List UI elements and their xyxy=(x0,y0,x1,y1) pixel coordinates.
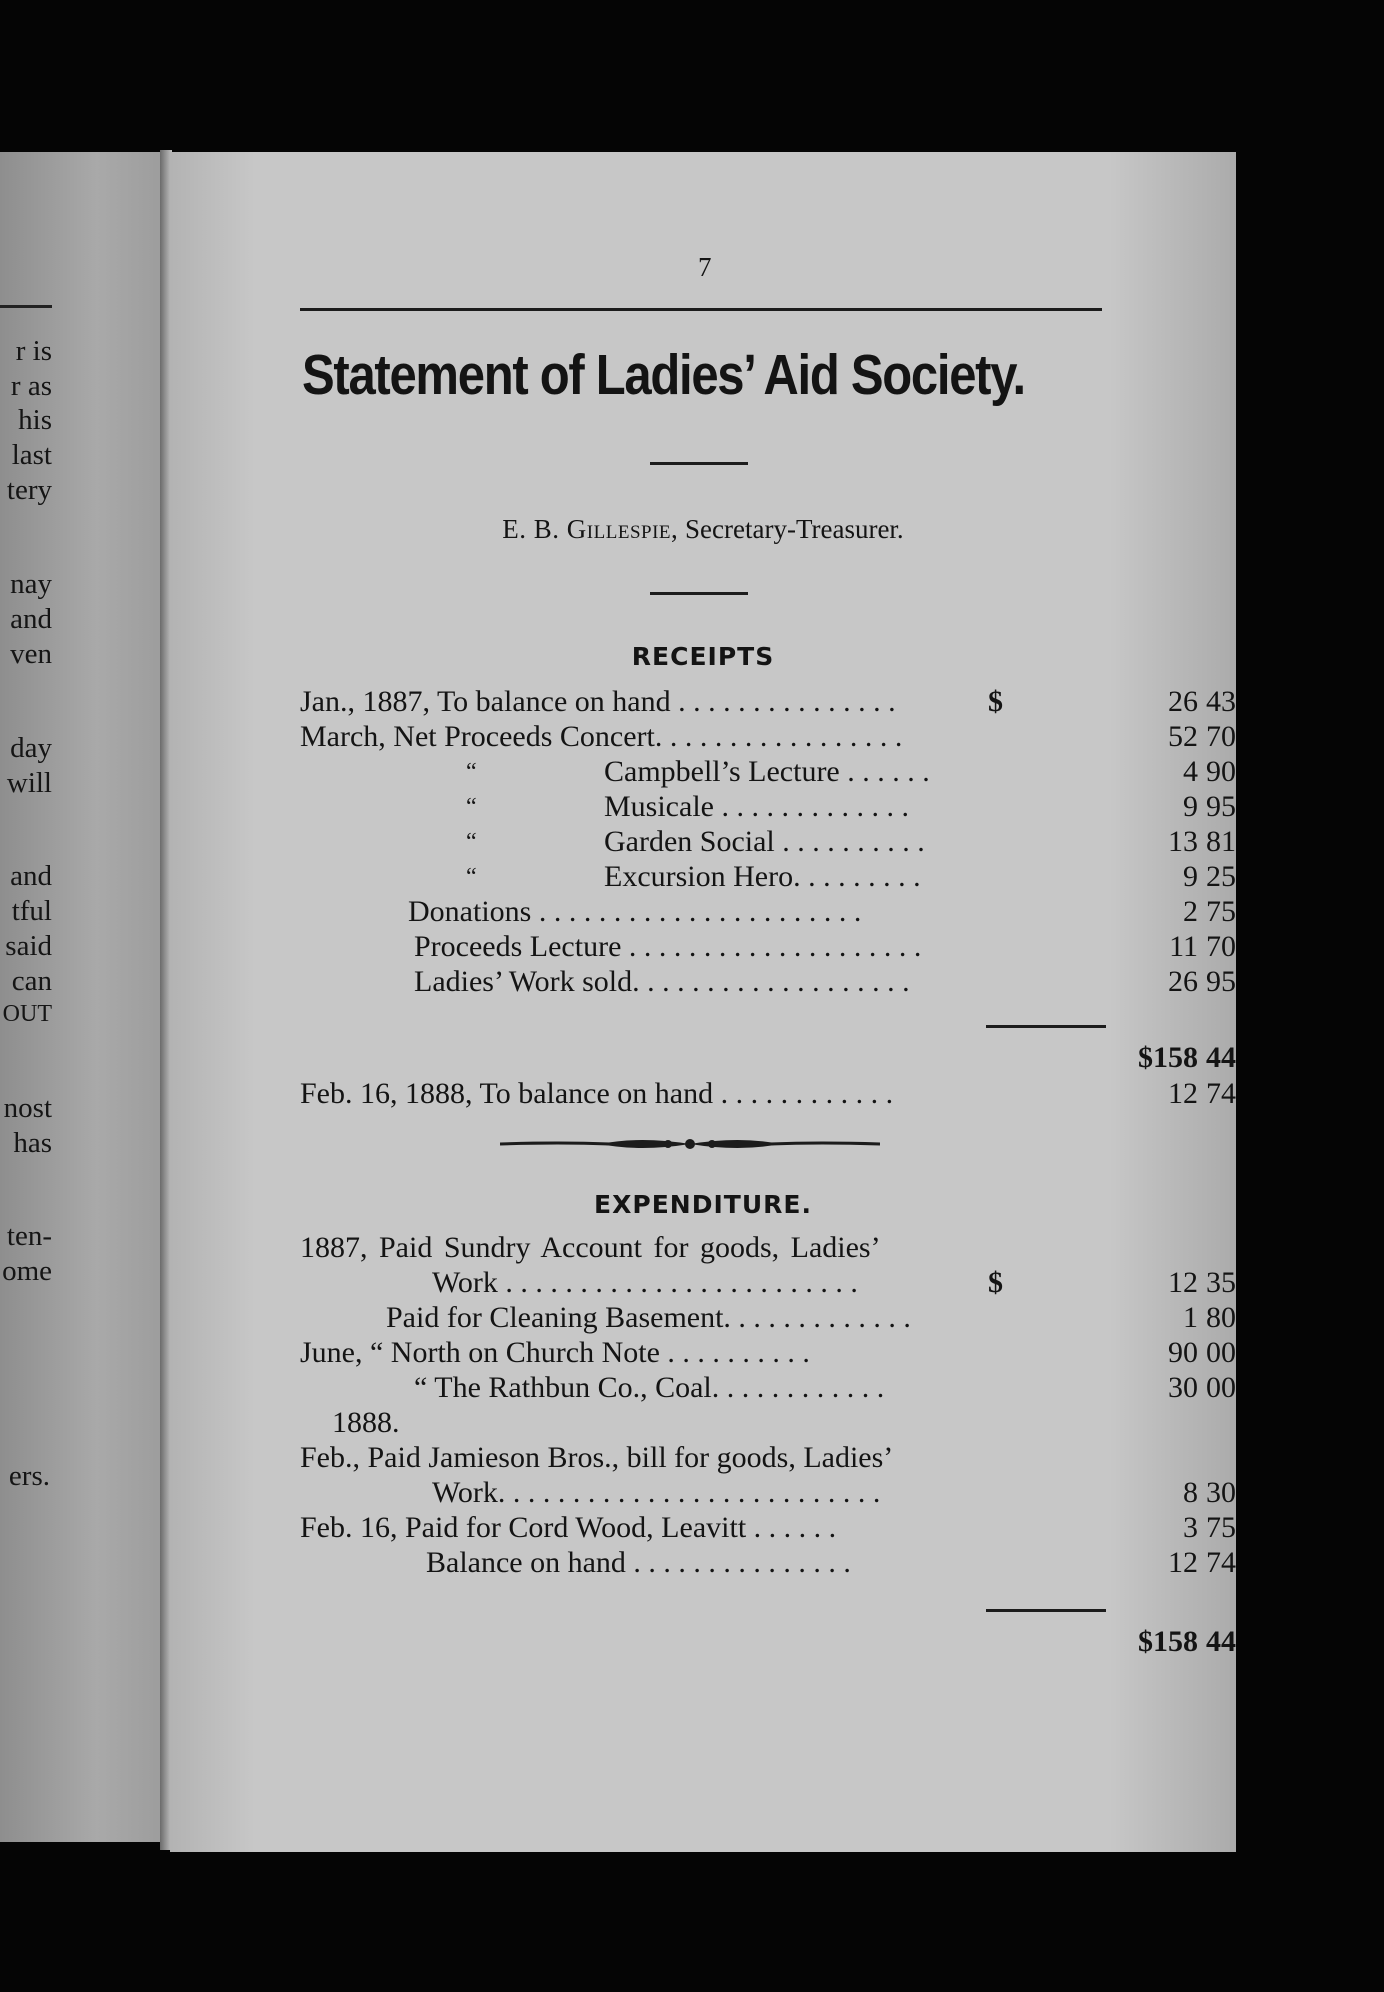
expenditure-row: Paid for Cleaning Basement. . . . . . . . . . . . . 1 80 xyxy=(386,1301,1236,1334)
expenditure-row: Feb. 16, Paid for Cord Wood, Leavitt . . . . . . 3 75 xyxy=(300,1511,1236,1544)
left-fragment: has xyxy=(13,1127,52,1159)
secretary-role: Secretary-Treasurer. xyxy=(685,514,904,544)
secretary-divider xyxy=(650,592,748,595)
left-fragment: r as xyxy=(10,370,52,402)
left-fragment: last xyxy=(11,439,52,471)
expenditure-row: 1888. xyxy=(332,1406,400,1439)
left-page-rule xyxy=(0,305,52,308)
left-fragment: ome xyxy=(2,1255,52,1287)
expenditure-heading: EXPENDITURE. xyxy=(594,1190,812,1219)
section-ornament xyxy=(500,1132,880,1156)
receipt-row: “ Excursion Hero. . . . . . . . . 9 25 xyxy=(466,860,1236,893)
left-fragment: r is xyxy=(15,335,52,367)
left-fragment: day xyxy=(10,732,52,764)
left-fragment: ven xyxy=(10,638,52,670)
left-fragment: can xyxy=(11,965,52,997)
receipt-row: “ Garden Social . . . . . . . . . . 13 81 xyxy=(466,825,1236,858)
expenditure-sum-rule xyxy=(986,1609,1106,1612)
title-divider xyxy=(650,462,748,465)
secretary-name: E. B. Gillespie, xyxy=(502,514,679,544)
receipt-row: “ Musicale . . . . . . . . . . . . . 9 95 xyxy=(466,790,1236,823)
left-fragment: said xyxy=(5,930,52,962)
document-page xyxy=(170,152,1236,1852)
expenditure-total: $158 44 xyxy=(1138,1625,1236,1658)
expenditure-row: “ The Rathbun Co., Coal. . . . . . . . . . . . 30 00 xyxy=(414,1371,1236,1404)
left-fragment: ers. xyxy=(8,1460,50,1492)
left-fragment: ten- xyxy=(6,1220,52,1252)
expenditure-row: Work. . . . . . . . . . . . . . . . . . . . . . . . . . 8 30 xyxy=(432,1476,1236,1509)
receipt-row: Ladies’ Work sold. . . . . . . . . . . . . . . . . . . 26 95 xyxy=(414,965,1236,998)
left-fragment: nay xyxy=(10,568,52,600)
receipt-row: Donations . . . . . . . . . . . . . . . . . . . . . . 2 75 xyxy=(408,895,1236,928)
receipts-heading: RECEIPTS xyxy=(631,642,775,671)
expenditure-row: Balance on hand . . . . . . . . . . . . . . . 12 74 xyxy=(426,1546,1236,1579)
left-fragment: nost xyxy=(3,1092,52,1124)
left-fragment: his xyxy=(18,404,52,436)
expenditure-row: Work . . . . . . . . . . . . . . . . . . . . . . . . $ 12 35 xyxy=(432,1266,1236,1299)
receipts-total: $158 44 xyxy=(1138,1041,1236,1074)
receipt-row: Jan., 1887, To balance on hand . . . . . . . . . . . . . . . $ 26 43 xyxy=(300,685,1236,718)
header-rule xyxy=(300,308,1102,311)
page-title: Statement of Ladies’ Aid Society. xyxy=(302,343,1025,407)
receipt-row: “ Campbell’s Lecture . . . . . . 4 90 xyxy=(466,755,1236,788)
expenditure-row: Feb., Paid Jamieson Bros., bill for goods, Ladies’ xyxy=(300,1441,894,1474)
secretary-line xyxy=(170,514,1236,545)
left-fragment: tful xyxy=(11,895,52,927)
expenditure-row: June, “ North on Church Note . . . . . . . . . . 90 00 xyxy=(300,1336,1236,1369)
left-fragment: will xyxy=(6,767,52,799)
page-number: 7 xyxy=(698,252,712,282)
left-fragment: OUT xyxy=(2,1001,52,1027)
expenditure-row: 1887, Paid Sundry Account for goods, Ladies’ xyxy=(300,1231,881,1264)
left-fragment: tery xyxy=(6,474,52,506)
left-fragment: and xyxy=(10,603,52,635)
receipt-row: March, Net Proceeds Concert. . . . . . . . . . . . . . . . . 52 70 xyxy=(300,720,1236,753)
left-facing-page xyxy=(0,152,162,1842)
receipts-sum-rule xyxy=(986,1025,1106,1028)
receipt-row: Proceeds Lecture . . . . . . . . . . . . . . . . . . . . 11 70 xyxy=(414,930,1236,963)
left-fragment: and xyxy=(10,860,52,892)
balance-carried-row: Feb. 16, 1888, To balance on hand . . . . . . . . . . . . 12 74 xyxy=(300,1077,1236,1110)
